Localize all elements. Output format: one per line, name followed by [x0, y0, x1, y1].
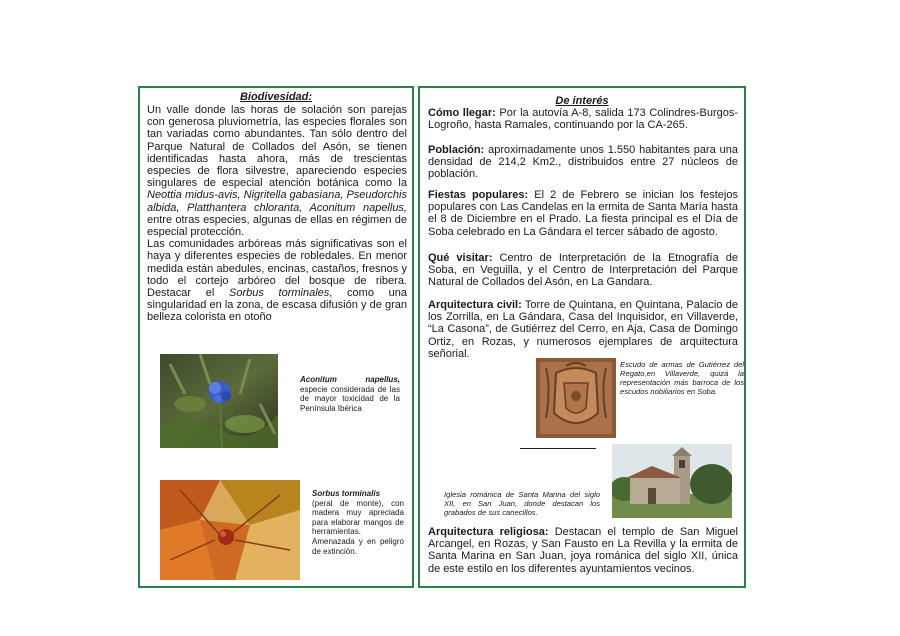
- aconitum-caption: [300, 375, 400, 413]
- biodiversity-title: Biodivesidad:: [239, 91, 313, 103]
- sorbus-photo: [160, 480, 300, 580]
- biodiversity-para2-end: , como una singularidad en la zona, de escasa difusión y de gran belleza colorista en otoño: [147, 287, 407, 324]
- how-to-arrive-section: [428, 107, 738, 131]
- biodiversity-text: [147, 104, 407, 324]
- of-interest-panel: [418, 86, 746, 588]
- festivals-label: Fiestas populares:: [428, 189, 529, 201]
- religious-architecture-text: Destacan el templo de San Miguel Arcangel, en Rozas, y San Fausto en La Revilla y la ermita de Santa Marina en San Juan, joya románica del siglo XII, única de este estilo en los diferentes ayuntamientos vecinos.: [428, 526, 738, 575]
- what-to-visit-text: Centro de Interpretación de la Etnografía de Soba, en Veguilla, y el Centro de Interpretación del Parque Natural de Collados del Asón, en La Gandara.: [428, 252, 738, 289]
- divider-line: [520, 448, 596, 449]
- what-to-visit-label: Qué visitar:: [428, 252, 493, 264]
- how-to-arrive-label: Cómo llegar:: [428, 107, 496, 119]
- religious-architecture-section: [428, 526, 738, 575]
- aconitum-photo: [160, 354, 278, 448]
- of-interest-title: De interés: [555, 95, 609, 107]
- how-to-arrive-text: Por la autovía A-8, salida 173 Colindres-Burgos-Logroño, hasta Ramales, continuando por la CA-265.: [428, 107, 739, 132]
- church-caption: Iglesia románica de Santa Marina del siglo XII, en San Juan, donde destacan los grabados de sus canecillos.: [444, 490, 600, 517]
- civil-architecture-section: [428, 299, 738, 360]
- biodiversity-panel: [138, 86, 414, 588]
- population-section: [428, 144, 738, 181]
- religious-architecture-label: Arquitectura religiosa:: [428, 526, 549, 538]
- sorbus-caption: [312, 489, 404, 556]
- species-list-1: Neottia midus-avis, Nigritella gabasiana, Pseudorchis albida, Platthantera chloranta, Aconitum napellus,: [147, 189, 407, 214]
- festivals-text: El 2 de Febrero se inician los festejos populares con Las Candelas en la ermita de Santa María hasta el 8 de Diciembre en el Prado. La fiesta principal es el Día de Soba celebrado en La Gándara el tercer sábado de agosto.: [428, 189, 738, 238]
- what-to-visit-section: [428, 252, 738, 289]
- biodiversity-para1: Un valle donde las horas de solación son parejas con generosa pluviometría, las especies florales son tan variadas como abundantes. Tan sólo dentro del Parque Natural de Collados del Asón, se tienen identificadas hasta ahora, más de trescientas especies de flora silvestre, apareciendo especies singulares de especial atención botánica como la: [147, 104, 407, 190]
- species-sorbus: Sorbus torminales: [228, 287, 330, 300]
- biodiversity-para1-end: entre otras especies, algunas de ellas en régimen de especial protección.: [147, 213, 407, 239]
- biodiversity-para2: Las comunidades arbóreas más significativas son el haya y diferentes especies de robledales. En menor medida están abedules, encinas, castaños, fresnos y todo el cortejo arbóreo del bosque de ribera. Destacar el: [147, 238, 407, 300]
- sorbus-caption-name: Sorbus torminalis: [312, 489, 381, 498]
- civil-architecture-text: Torre de Quintana, en Quintana, Palacio de los Zorrilla, en La Gándara, Casa del Inquisidor, en Villaverde, “La Casona”, de Gutiérrez del Cerro, en Aja, Casa de Domingo Ortiz, en Rozas, y numerosos ejemplares de arquitectura señorial.: [428, 299, 738, 360]
- civil-architecture-label: Arquitectura civil:: [428, 299, 522, 311]
- aconitum-caption-name: Aconitum napellus,: [300, 375, 400, 384]
- coat-of-arms-photo: [536, 358, 616, 438]
- aconitum-caption-text: especie considerada de las de mayor toxicidad de la Península Ibérica: [300, 384, 400, 413]
- festivals-section: [428, 189, 738, 238]
- church-photo: [612, 444, 732, 518]
- sorbus-caption-text: (peral de monte), con madera muy apreciada para elaborar mangos de herramientas. Amenazada y en peligro de extinción.: [312, 498, 404, 556]
- population-label: Población:: [428, 144, 485, 156]
- coat-of-arms-caption: Escudo de armas de Gutiérrez del Regato,en Villaverde, quizá la representación más barroca de los escudos nobiliarios en Soba.: [620, 360, 744, 396]
- population-text: aproximadamente unos 1.550 habitantes para una densidad de 214,2 Km2., distribuidos entre 27 núcleos de población.: [428, 144, 738, 181]
